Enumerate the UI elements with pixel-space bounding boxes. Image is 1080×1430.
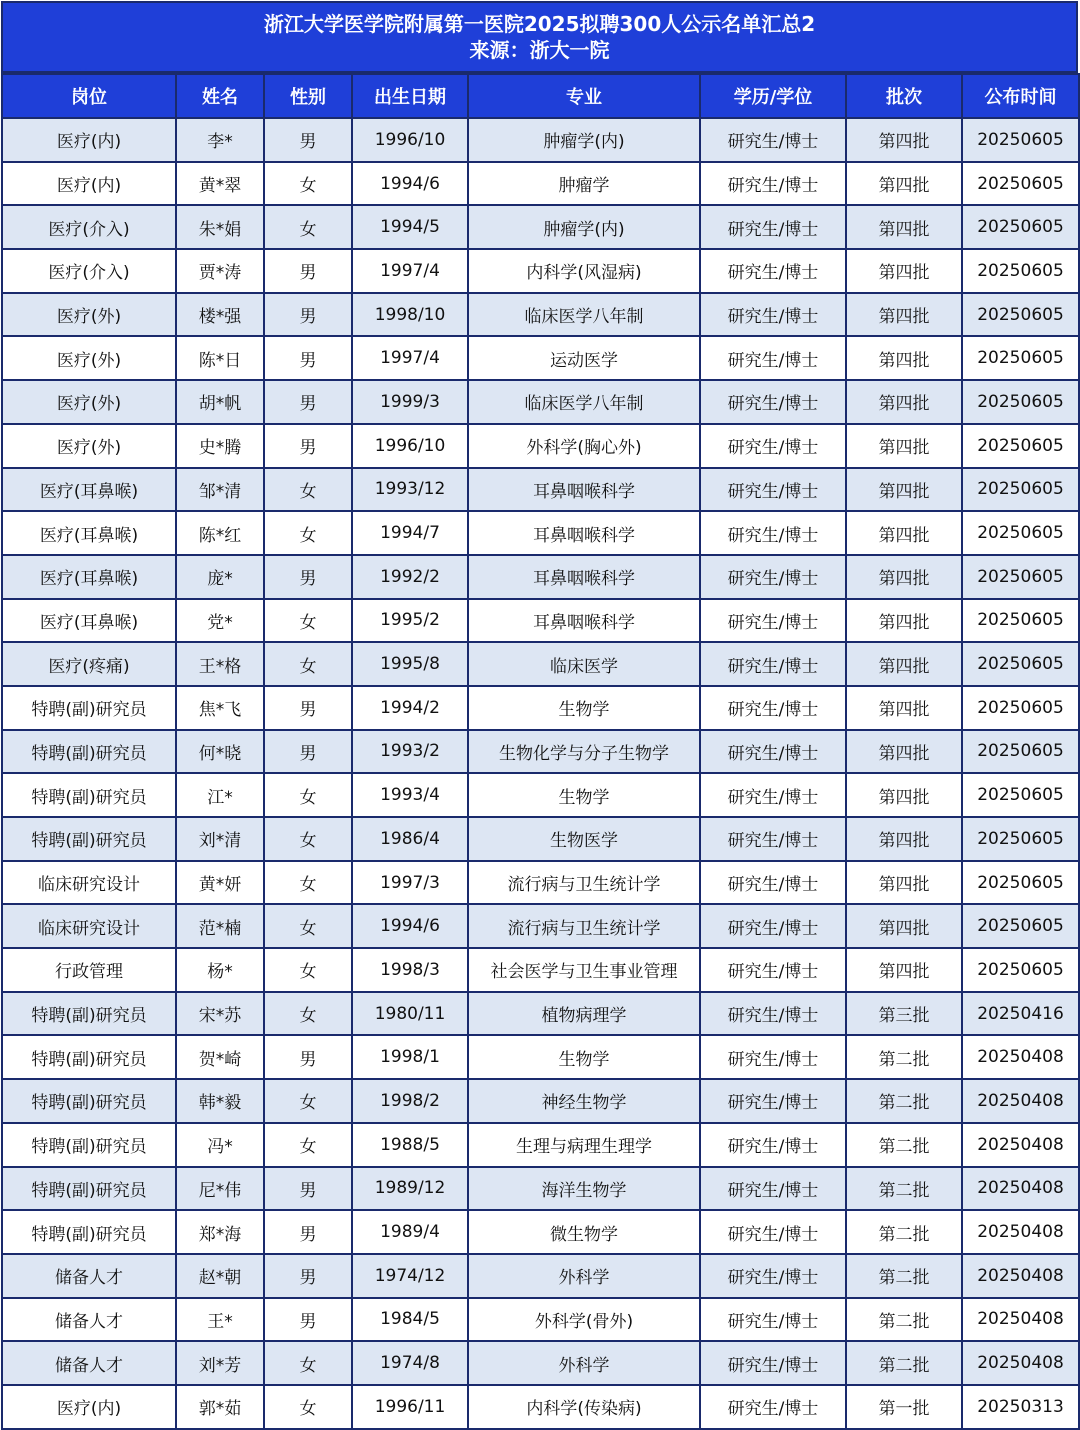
cell-major: 内科学(风湿病)	[468, 249, 700, 293]
cell-major: 生物学	[468, 1035, 700, 1079]
cell-name: 黄*妍	[176, 861, 264, 905]
cell-birth-date: 1998/10	[352, 293, 468, 337]
cell-publish-date: 20250408	[962, 1123, 1079, 1167]
cell-batch: 第四批	[846, 686, 962, 730]
title-banner	[1, 1, 1078, 73]
cell-birth-date: 1995/8	[352, 642, 468, 686]
cell-batch: 第一批	[846, 1385, 962, 1429]
col-header-degree: 学历/学位	[700, 74, 846, 118]
table-row	[2, 1035, 1079, 1079]
cell-name: 江*	[176, 773, 264, 817]
cell-position: 医疗(耳鼻喉)	[2, 511, 176, 555]
cell-name: 王*格	[176, 642, 264, 686]
table-row	[2, 1123, 1079, 1167]
cell-publish-date: 20250605	[962, 118, 1079, 162]
col-header-position: 岗位	[2, 74, 176, 118]
cell-birth-date: 1997/3	[352, 861, 468, 905]
cell-birth-date: 1997/4	[352, 336, 468, 380]
cell-degree: 研究生/博士	[700, 1123, 846, 1167]
table-row	[2, 1167, 1079, 1211]
cell-birth-date: 1994/5	[352, 205, 468, 249]
cell-batch: 第四批	[846, 162, 962, 206]
table-row	[2, 773, 1079, 817]
cell-batch: 第四批	[846, 555, 962, 599]
cell-batch: 第四批	[846, 468, 962, 512]
table-row	[2, 555, 1079, 599]
cell-publish-date: 20250605	[962, 555, 1079, 599]
cell-degree: 研究生/博士	[700, 773, 846, 817]
cell-major: 内科学(传染病)	[468, 1385, 700, 1429]
cell-position: 特聘(副)研究员	[2, 686, 176, 730]
cell-gender: 男	[264, 1254, 352, 1298]
cell-gender: 女	[264, 468, 352, 512]
cell-position: 特聘(副)研究员	[2, 1210, 176, 1254]
cell-name: 邹*清	[176, 468, 264, 512]
cell-publish-date: 20250605	[962, 205, 1079, 249]
cell-degree: 研究生/博士	[700, 730, 846, 774]
cell-gender: 女	[264, 1341, 352, 1385]
cell-batch: 第四批	[846, 511, 962, 555]
cell-batch: 第四批	[846, 861, 962, 905]
cell-major: 肿瘤学(内)	[468, 205, 700, 249]
cell-birth-date: 1996/10	[352, 118, 468, 162]
cell-gender: 女	[264, 992, 352, 1036]
cell-name: 陈*红	[176, 511, 264, 555]
cell-gender: 男	[264, 1167, 352, 1211]
cell-gender: 女	[264, 162, 352, 206]
cell-position: 医疗(介入)	[2, 205, 176, 249]
cell-position: 医疗(外)	[2, 380, 176, 424]
table-row	[2, 992, 1079, 1036]
cell-major: 运动医学	[468, 336, 700, 380]
cell-publish-date: 20250605	[962, 861, 1079, 905]
page-title: 浙江大学医学院附属第一医院2025拟聘300人公示名单汇总2	[263, 12, 816, 36]
roster-table	[1, 73, 1080, 1430]
cell-gender: 男	[264, 1210, 352, 1254]
cell-position: 储备人才	[2, 1254, 176, 1298]
cell-degree: 研究生/博士	[700, 1298, 846, 1342]
table-row	[2, 904, 1079, 948]
cell-position: 医疗(外)	[2, 293, 176, 337]
table-row	[2, 1298, 1079, 1342]
cell-position: 储备人才	[2, 1298, 176, 1342]
cell-major: 耳鼻咽喉科学	[468, 599, 700, 643]
cell-gender: 女	[264, 1385, 352, 1429]
cell-publish-date: 20250408	[962, 1167, 1079, 1211]
cell-position: 医疗(介入)	[2, 249, 176, 293]
cell-name: 庞*	[176, 555, 264, 599]
cell-name: 王*	[176, 1298, 264, 1342]
cell-publish-date: 20250605	[962, 817, 1079, 861]
cell-gender: 男	[264, 555, 352, 599]
cell-gender: 男	[264, 424, 352, 468]
cell-publish-date: 20250605	[962, 380, 1079, 424]
cell-degree: 研究生/博士	[700, 1254, 846, 1298]
cell-major: 生物医学	[468, 817, 700, 861]
table-row	[2, 336, 1079, 380]
cell-degree: 研究生/博士	[700, 1035, 846, 1079]
cell-birth-date: 1989/4	[352, 1210, 468, 1254]
cell-major: 外科学	[468, 1341, 700, 1385]
cell-name: 冯*	[176, 1123, 264, 1167]
cell-publish-date: 20250605	[962, 686, 1079, 730]
cell-position: 医疗(耳鼻喉)	[2, 555, 176, 599]
cell-degree: 研究生/博士	[700, 686, 846, 730]
cell-position: 特聘(副)研究员	[2, 1123, 176, 1167]
cell-birth-date: 1974/12	[352, 1254, 468, 1298]
cell-publish-date: 20250408	[962, 1210, 1079, 1254]
cell-birth-date: 1998/3	[352, 948, 468, 992]
cell-batch: 第二批	[846, 1210, 962, 1254]
cell-birth-date: 1994/7	[352, 511, 468, 555]
cell-gender: 男	[264, 293, 352, 337]
cell-position: 医疗(内)	[2, 1385, 176, 1429]
cell-degree: 研究生/博士	[700, 642, 846, 686]
cell-publish-date: 20250605	[962, 162, 1079, 206]
cell-gender: 女	[264, 817, 352, 861]
cell-batch: 第四批	[846, 424, 962, 468]
table-row	[2, 730, 1079, 774]
cell-publish-date: 20250416	[962, 992, 1079, 1036]
table-row	[2, 118, 1079, 162]
cell-birth-date: 1994/2	[352, 686, 468, 730]
cell-name: 黄*翠	[176, 162, 264, 206]
table-row	[2, 162, 1079, 206]
cell-gender: 男	[264, 686, 352, 730]
cell-batch: 第四批	[846, 205, 962, 249]
col-header-gender: 性别	[264, 74, 352, 118]
col-header-publish-date: 公布时间	[962, 74, 1079, 118]
cell-major: 植物病理学	[468, 992, 700, 1036]
cell-major: 肿瘤学(内)	[468, 118, 700, 162]
cell-position: 行政管理	[2, 948, 176, 992]
cell-gender: 男	[264, 730, 352, 774]
cell-name: 贾*涛	[176, 249, 264, 293]
cell-degree: 研究生/博士	[700, 162, 846, 206]
cell-publish-date: 20250408	[962, 1079, 1079, 1123]
cell-batch: 第三批	[846, 992, 962, 1036]
cell-birth-date: 1993/4	[352, 773, 468, 817]
cell-birth-date: 1989/12	[352, 1167, 468, 1211]
cell-gender: 女	[264, 773, 352, 817]
cell-birth-date: 1980/11	[352, 992, 468, 1036]
cell-batch: 第四批	[846, 249, 962, 293]
table-row	[2, 1210, 1079, 1254]
cell-name: 郑*海	[176, 1210, 264, 1254]
table-row	[2, 642, 1079, 686]
cell-major: 微生物学	[468, 1210, 700, 1254]
cell-position: 临床研究设计	[2, 904, 176, 948]
cell-degree: 研究生/博士	[700, 555, 846, 599]
cell-birth-date: 1992/2	[352, 555, 468, 599]
cell-position: 特聘(副)研究员	[2, 1167, 176, 1211]
cell-position: 特聘(副)研究员	[2, 730, 176, 774]
table-row	[2, 817, 1079, 861]
table-row	[2, 293, 1079, 337]
cell-publish-date: 20250605	[962, 336, 1079, 380]
cell-batch: 第四批	[846, 380, 962, 424]
cell-batch: 第二批	[846, 1341, 962, 1385]
cell-gender: 女	[264, 205, 352, 249]
cell-major: 临床医学	[468, 642, 700, 686]
table-row	[2, 468, 1079, 512]
table-row	[2, 424, 1079, 468]
cell-degree: 研究生/博士	[700, 948, 846, 992]
cell-publish-date: 20250605	[962, 730, 1079, 774]
cell-publish-date: 20250408	[962, 1254, 1079, 1298]
cell-degree: 研究生/博士	[700, 1210, 846, 1254]
cell-batch: 第四批	[846, 336, 962, 380]
cell-name: 何*晓	[176, 730, 264, 774]
cell-batch: 第二批	[846, 1298, 962, 1342]
cell-batch: 第四批	[846, 904, 962, 948]
cell-batch: 第二批	[846, 1254, 962, 1298]
table-row	[2, 205, 1079, 249]
cell-publish-date: 20250605	[962, 948, 1079, 992]
cell-batch: 第四批	[846, 730, 962, 774]
cell-degree: 研究生/博士	[700, 599, 846, 643]
cell-publish-date: 20250605	[962, 249, 1079, 293]
cell-major: 耳鼻咽喉科学	[468, 468, 700, 512]
cell-name: 宋*苏	[176, 992, 264, 1036]
cell-birth-date: 1994/6	[352, 904, 468, 948]
cell-position: 医疗(内)	[2, 118, 176, 162]
roster-sheet	[1, 1, 1078, 1430]
cell-publish-date: 20250605	[962, 599, 1079, 643]
cell-degree: 研究生/博士	[700, 249, 846, 293]
cell-degree: 研究生/博士	[700, 1079, 846, 1123]
cell-name: 党*	[176, 599, 264, 643]
cell-gender: 女	[264, 1123, 352, 1167]
cell-position: 特聘(副)研究员	[2, 817, 176, 861]
table-row	[2, 1079, 1079, 1123]
cell-publish-date: 20250408	[962, 1298, 1079, 1342]
table-row	[2, 380, 1079, 424]
cell-batch: 第二批	[846, 1167, 962, 1211]
cell-major: 生物学	[468, 773, 700, 817]
cell-name: 焦*飞	[176, 686, 264, 730]
table-row	[2, 948, 1079, 992]
cell-publish-date: 20250408	[962, 1035, 1079, 1079]
cell-name: 刘*清	[176, 817, 264, 861]
cell-batch: 第四批	[846, 118, 962, 162]
cell-position: 医疗(耳鼻喉)	[2, 468, 176, 512]
cell-degree: 研究生/博士	[700, 817, 846, 861]
col-header-batch: 批次	[846, 74, 962, 118]
cell-publish-date: 20250605	[962, 642, 1079, 686]
cell-position: 临床研究设计	[2, 861, 176, 905]
cell-degree: 研究生/博士	[700, 861, 846, 905]
cell-batch: 第二批	[846, 1123, 962, 1167]
col-header-name: 姓名	[176, 74, 264, 118]
cell-publish-date: 20250605	[962, 511, 1079, 555]
cell-batch: 第二批	[846, 1079, 962, 1123]
cell-batch: 第四批	[846, 642, 962, 686]
cell-name: 楼*强	[176, 293, 264, 337]
cell-major: 流行病与卫生统计学	[468, 904, 700, 948]
cell-publish-date: 20250313	[962, 1385, 1079, 1429]
cell-degree: 研究生/博士	[700, 1341, 846, 1385]
table-row	[2, 1341, 1079, 1385]
cell-gender: 男	[264, 380, 352, 424]
cell-position: 特聘(副)研究员	[2, 992, 176, 1036]
cell-name: 贺*崎	[176, 1035, 264, 1079]
cell-batch: 第二批	[846, 1035, 962, 1079]
cell-degree: 研究生/博士	[700, 511, 846, 555]
cell-major: 生物学	[468, 686, 700, 730]
cell-position: 特聘(副)研究员	[2, 1079, 176, 1123]
cell-birth-date: 1994/6	[352, 162, 468, 206]
table-row	[2, 1254, 1079, 1298]
cell-name: 尼*伟	[176, 1167, 264, 1211]
cell-name: 杨*	[176, 948, 264, 992]
cell-birth-date: 1993/2	[352, 730, 468, 774]
cell-major: 外科学(骨外)	[468, 1298, 700, 1342]
cell-major: 肿瘤学	[468, 162, 700, 206]
cell-name: 范*楠	[176, 904, 264, 948]
cell-degree: 研究生/博士	[700, 468, 846, 512]
cell-degree: 研究生/博士	[700, 205, 846, 249]
cell-gender: 女	[264, 511, 352, 555]
cell-major: 耳鼻咽喉科学	[468, 555, 700, 599]
cell-birth-date: 1974/8	[352, 1341, 468, 1385]
cell-major: 流行病与卫生统计学	[468, 861, 700, 905]
cell-batch: 第四批	[846, 773, 962, 817]
cell-gender: 女	[264, 642, 352, 686]
cell-name: 刘*芳	[176, 1341, 264, 1385]
table-row	[2, 249, 1079, 293]
table-row	[2, 861, 1079, 905]
cell-name: 赵*朝	[176, 1254, 264, 1298]
cell-publish-date: 20250605	[962, 293, 1079, 337]
cell-birth-date: 1996/10	[352, 424, 468, 468]
cell-degree: 研究生/博士	[700, 424, 846, 468]
cell-major: 社会医学与卫生事业管理	[468, 948, 700, 992]
table-row	[2, 511, 1079, 555]
cell-publish-date: 20250605	[962, 468, 1079, 512]
cell-gender: 男	[264, 1035, 352, 1079]
cell-name: 史*腾	[176, 424, 264, 468]
cell-major: 神经生物学	[468, 1079, 700, 1123]
cell-major: 耳鼻咽喉科学	[468, 511, 700, 555]
cell-major: 海洋生物学	[468, 1167, 700, 1211]
col-header-major: 专业	[468, 74, 700, 118]
cell-gender: 女	[264, 948, 352, 992]
table-row	[2, 1385, 1079, 1429]
cell-name: 李*	[176, 118, 264, 162]
cell-birth-date: 1986/4	[352, 817, 468, 861]
cell-degree: 研究生/博士	[700, 992, 846, 1036]
cell-gender: 女	[264, 861, 352, 905]
cell-name: 陈*日	[176, 336, 264, 380]
cell-birth-date: 1995/2	[352, 599, 468, 643]
cell-batch: 第四批	[846, 599, 962, 643]
cell-position: 医疗(外)	[2, 424, 176, 468]
cell-birth-date: 1996/11	[352, 1385, 468, 1429]
cell-batch: 第四批	[846, 817, 962, 861]
cell-major: 外科学(胸心外)	[468, 424, 700, 468]
cell-batch: 第四批	[846, 948, 962, 992]
cell-publish-date: 20250605	[962, 424, 1079, 468]
cell-gender: 女	[264, 1079, 352, 1123]
roster-body	[2, 118, 1079, 1429]
cell-birth-date: 1997/4	[352, 249, 468, 293]
col-header-birth-date: 出生日期	[352, 74, 468, 118]
cell-position: 医疗(外)	[2, 336, 176, 380]
cell-degree: 研究生/博士	[700, 118, 846, 162]
cell-birth-date: 1998/1	[352, 1035, 468, 1079]
cell-name: 韩*毅	[176, 1079, 264, 1123]
source-line: 来源：浙大一院	[469, 38, 610, 62]
cell-degree: 研究生/博士	[700, 1385, 846, 1429]
cell-birth-date: 1999/3	[352, 380, 468, 424]
cell-major: 生物化学与分子生物学	[468, 730, 700, 774]
cell-gender: 男	[264, 118, 352, 162]
cell-major: 临床医学八年制	[468, 293, 700, 337]
cell-position: 医疗(疼痛)	[2, 642, 176, 686]
cell-birth-date: 1988/5	[352, 1123, 468, 1167]
cell-gender: 男	[264, 336, 352, 380]
table-row	[2, 686, 1079, 730]
cell-position: 医疗(耳鼻喉)	[2, 599, 176, 643]
cell-batch: 第四批	[846, 293, 962, 337]
cell-name: 郭*茹	[176, 1385, 264, 1429]
cell-birth-date: 1998/2	[352, 1079, 468, 1123]
header-row	[2, 74, 1079, 118]
cell-publish-date: 20250605	[962, 904, 1079, 948]
cell-position: 特聘(副)研究员	[2, 1035, 176, 1079]
cell-birth-date: 1993/12	[352, 468, 468, 512]
cell-position: 特聘(副)研究员	[2, 773, 176, 817]
cell-birth-date: 1984/5	[352, 1298, 468, 1342]
cell-major: 外科学	[468, 1254, 700, 1298]
cell-position: 储备人才	[2, 1341, 176, 1385]
cell-degree: 研究生/博士	[700, 1167, 846, 1211]
cell-degree: 研究生/博士	[700, 380, 846, 424]
cell-gender: 女	[264, 599, 352, 643]
cell-degree: 研究生/博士	[700, 904, 846, 948]
cell-gender: 男	[264, 1298, 352, 1342]
table-row	[2, 599, 1079, 643]
cell-degree: 研究生/博士	[700, 293, 846, 337]
cell-degree: 研究生/博士	[700, 336, 846, 380]
cell-major: 生理与病理生理学	[468, 1123, 700, 1167]
cell-major: 临床医学八年制	[468, 380, 700, 424]
cell-gender: 女	[264, 904, 352, 948]
cell-publish-date: 20250408	[962, 1341, 1079, 1385]
cell-name: 胡*帆	[176, 380, 264, 424]
cell-gender: 男	[264, 249, 352, 293]
cell-publish-date: 20250605	[962, 773, 1079, 817]
cell-name: 朱*娟	[176, 205, 264, 249]
cell-position: 医疗(内)	[2, 162, 176, 206]
